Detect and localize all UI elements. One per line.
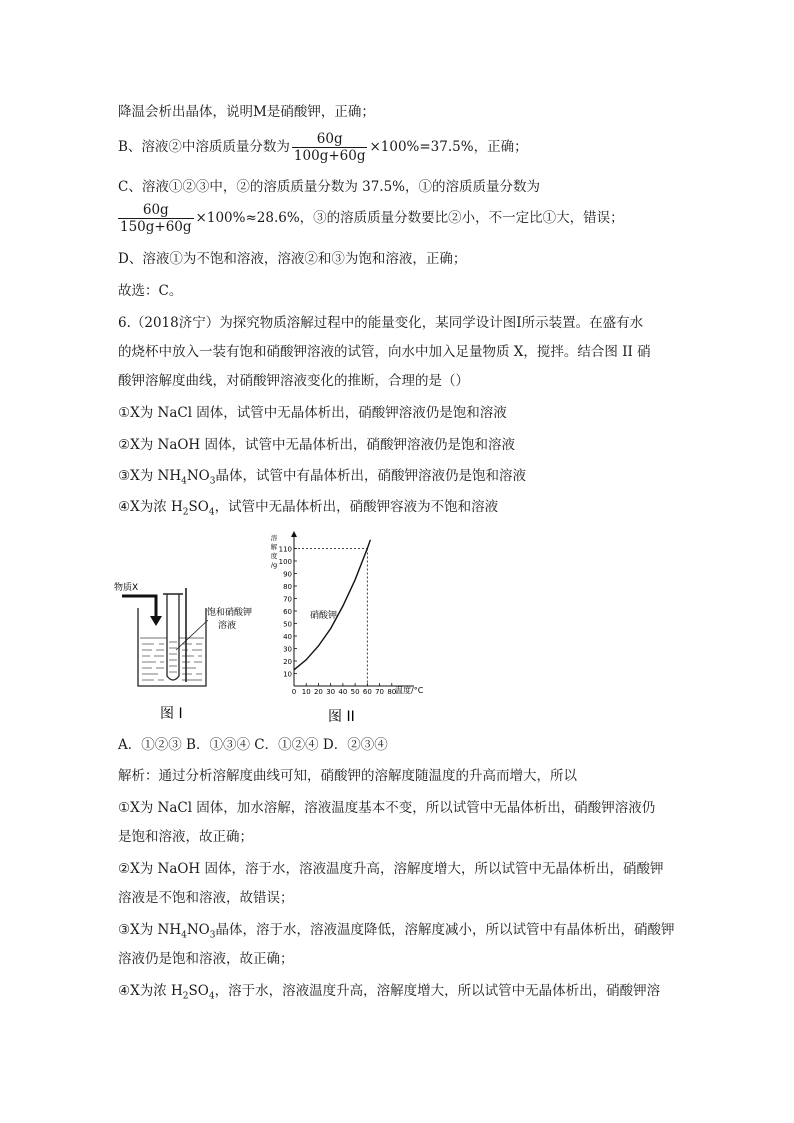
y-tick-label: 90 <box>283 570 292 579</box>
x-tick-label: 80 <box>387 688 397 696</box>
choices-line: A．①②③ B．①③④ C．①②④ D．②③④ <box>118 737 388 753</box>
figure-2-caption: 图 II <box>328 709 355 725</box>
fraction-denominator: 150g+60g <box>120 219 192 235</box>
option-line: ①X为 NaCl 固体，试管中无晶体析出，硝酸钾溶液仍是饱和溶液 <box>118 405 507 421</box>
x-axis-label: 温度/°C <box>395 686 424 695</box>
x-tick-label: 0 <box>291 688 297 696</box>
subscript: 4 <box>208 507 215 518</box>
text-span: NO <box>186 922 210 938</box>
test-tube <box>167 594 179 680</box>
subscript: 2 <box>182 991 189 1002</box>
figure-1 <box>112 578 262 728</box>
y-axis-label-char: 度 <box>270 552 278 560</box>
text-line-c2 <box>118 202 624 235</box>
fraction <box>118 202 194 235</box>
x-tick-label: 60 <box>362 688 372 696</box>
text-span: ④X为浓 H <box>118 983 183 999</box>
y-axis-label-char: 解 <box>270 543 278 551</box>
y-tick-label: 70 <box>283 595 292 604</box>
figure-1-caption: 图 I <box>160 706 183 722</box>
question-line: 6.（2018济宁）为探究物质溶解过程中的能量变化，某同学设计图I所示装置。在盛有水 <box>118 315 644 331</box>
text-line-b <box>118 131 528 164</box>
text-span: SO <box>188 983 209 999</box>
text-span: NO <box>186 468 210 484</box>
label-substance-x: 物质X <box>114 583 139 593</box>
text-line: 降温会析出晶体，说明M是硝酸钾，正确； <box>118 104 375 120</box>
option-line <box>118 467 526 491</box>
arrow-icon <box>122 596 156 618</box>
fraction <box>292 131 368 164</box>
y-tick-label: 30 <box>283 645 292 654</box>
subscript: 4 <box>181 930 187 941</box>
question-line: 的烧杯中放入一装有饱和硝酸钾溶液的试管，向水中加入足量物质 X，搅拌。结合图 II 硝 <box>118 344 651 360</box>
y-tick-label: 100 <box>278 558 292 566</box>
y-axis-label <box>271 533 278 569</box>
analysis-line <box>118 982 660 1006</box>
text-span: ④X为浓 H <box>118 499 183 515</box>
curve-label: 硝酸钾 <box>310 611 338 621</box>
text-span: ，溶于水，溶液温度升高，溶解度增大，所以试管中无晶体析出，硝酸钾溶 <box>214 983 661 999</box>
y-tick-label: 40 <box>283 633 292 641</box>
text-span: 晶体，溶于水，溶液温度降低，溶解度减小，所以试管中有晶体析出，硝酸钾 <box>215 922 675 938</box>
text-line: C、溶液①②③中，②的溶质质量分数为 37.5%，①的溶质质量分数为 <box>118 179 541 195</box>
text-line: 故选：C。 <box>118 283 183 299</box>
analysis-line: ②X为 NaOH 固体，溶于水，溶液温度升高，溶解度增大，所以试管中无晶体析出，硝酸钾 <box>118 861 664 877</box>
fraction-numerator: 60g <box>118 202 194 219</box>
beaker-diagram <box>112 578 262 728</box>
text-span: B、溶液②中溶质质量分数为 <box>118 139 290 155</box>
subscript: 3 <box>209 930 216 941</box>
y-tick-label: 110 <box>278 545 292 554</box>
text-span: ③X为 NH <box>118 468 182 484</box>
y-tick-label: 20 <box>283 658 292 666</box>
y-tick-label: 60 <box>283 608 292 616</box>
option-line <box>118 498 498 522</box>
y-axis-label-char: /g <box>270 561 278 569</box>
subscript: 2 <box>182 507 189 518</box>
text-span: ③X为 NH <box>118 922 182 938</box>
subscript: 3 <box>209 476 216 487</box>
analysis-line: 是饱和溶液，故正确； <box>118 829 253 845</box>
figure-2 <box>262 528 432 728</box>
y-axis-arrow <box>291 531 297 537</box>
subscript: 4 <box>181 476 187 487</box>
x-tick-label: 70 <box>375 688 385 696</box>
text-span: ，试管中无晶体析出，硝酸钾容液为不饱和溶液 <box>214 499 499 515</box>
subscript: 4 <box>208 991 215 1002</box>
text-span: SO <box>188 499 209 515</box>
x-tick-label: 40 <box>338 688 348 696</box>
text-span: ×100%=37.5%，正确； <box>369 139 528 155</box>
y-tick-label: 10 <box>283 670 292 679</box>
text-line: D、溶液①为不饱和溶液，溶液②和③为饱和溶液，正确； <box>118 251 467 267</box>
fraction-denominator: 100g+60g <box>293 148 366 164</box>
x-tick-label: 20 <box>313 688 323 696</box>
solubility-chart <box>262 528 432 728</box>
analysis-line: 溶液是不饱和溶液，故错误； <box>118 890 294 906</box>
y-tick-label: 80 <box>283 583 292 591</box>
text-span: ×100%≈28.6%，③的溶质质量分数要比②小，不一定比①大，错误； <box>195 210 624 226</box>
y-axis-label-char: 溶 <box>270 534 278 542</box>
fraction-numerator: 60g <box>292 131 368 148</box>
question-line: 酸钾溶解度曲线，对硝酸钾溶液变化的推断，合理的是（） <box>118 373 469 389</box>
text-span: 晶体，试管中有晶体析出，硝酸钾溶液仍是饱和溶液 <box>215 468 526 484</box>
x-tick-label: 30 <box>326 688 336 696</box>
analysis-line: 解析：通过分析溶解度曲线可知，硝酸钾的溶解度随温度的升高而增大，所以 <box>118 768 577 784</box>
label-solution: 饱和硝酸钾 <box>207 608 253 618</box>
x-tick-label: 10 <box>301 688 311 696</box>
analysis-line: ①X为 NaCl 固体，加水溶解，溶液温度基本不变，所以试管中无晶体析出，硝酸钾溶液仍 <box>118 800 656 816</box>
label-solution-2: 溶液 <box>218 621 237 631</box>
series-line-kno3 <box>294 540 370 670</box>
y-tick-label: 50 <box>283 620 292 629</box>
analysis-line: 溶液仍是饱和溶液，故正确； <box>118 951 294 967</box>
option-line: ②X为 NaOH 固体，试管中无晶体析出，硝酸钾溶液仍是饱和溶液 <box>118 437 515 453</box>
x-tick-label: 50 <box>350 688 360 696</box>
analysis-line <box>118 921 674 945</box>
